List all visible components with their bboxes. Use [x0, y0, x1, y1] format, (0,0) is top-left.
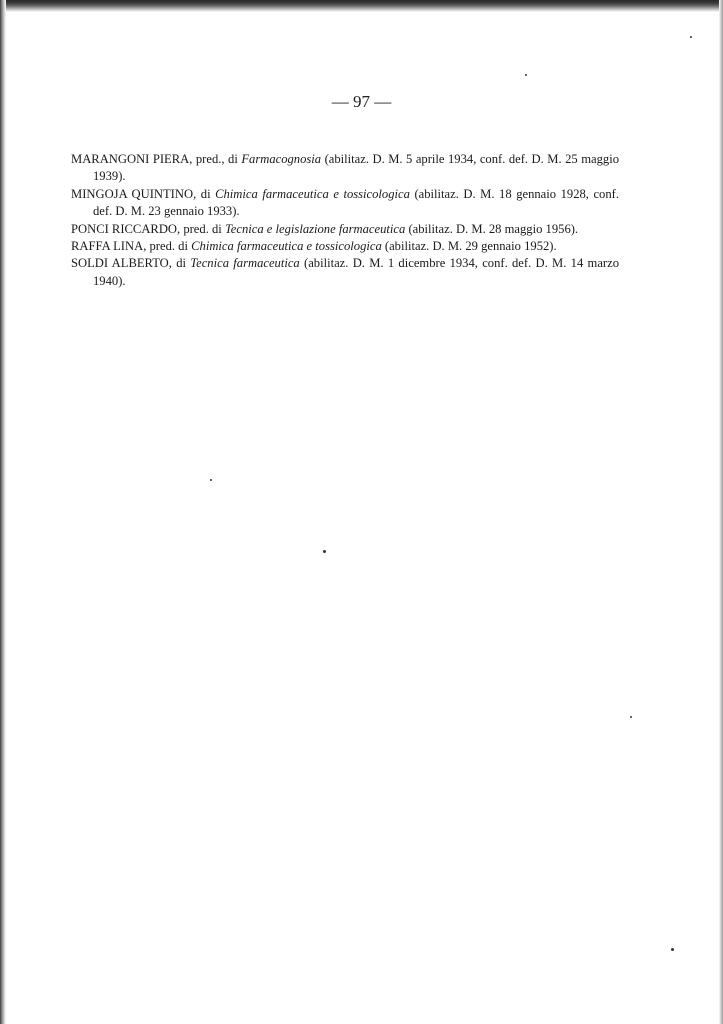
entry-subject: Tecnica e legislazione farmaceutica — [224, 221, 406, 236]
entry-details: (abilitaz. D. M. 28 maggio 1956). — [405, 221, 579, 236]
entry-details: (abilitaz. D. M. 1 dicembre 1934, conf. def. D. M. 14 marzo 1940). — [93, 256, 620, 288]
entry-details: (abilitaz. D. M. 29 gennaio 1952). — [381, 239, 557, 254]
scan-speck — [671, 948, 674, 951]
entry-details: (abilitaz. D. M. 18 gennaio 1928, conf. def. D. M. 23 gennaio 1933). — [93, 186, 619, 219]
scan-speck — [690, 36, 692, 38]
list-item — [71, 221, 619, 238]
entry-name: SOLDI ALBERTO — [71, 256, 169, 271]
entry-role: , di — [193, 186, 216, 201]
list-item — [71, 186, 619, 221]
entry-role: , pred. di — [143, 239, 192, 254]
list-item — [71, 151, 619, 186]
scan-speck — [323, 550, 326, 553]
entry-details: (abilitaz. D. M. 5 aprile 1934, conf. def. D. M. 25 maggio 1939). — [93, 152, 619, 184]
scan-speck — [210, 479, 212, 481]
entry-name: PONCI RICCARDO — [71, 221, 178, 236]
entry-name: MINGOJA QUINTINO — [71, 186, 194, 201]
scan-speck — [630, 716, 632, 718]
scan-speck — [525, 74, 527, 76]
entry-subject: Chimica farmaceutica e tossicologica — [215, 186, 410, 201]
scan-left-edge — [0, 0, 6, 1024]
faculty-list — [71, 151, 619, 290]
entry-subject: Tecnica farmaceutica — [190, 256, 300, 271]
entry-subject: Farmacognosia — [241, 152, 322, 166]
scan-right-edge — [719, 0, 723, 1024]
scan-top-edge — [0, 0, 723, 12]
list-item — [71, 238, 619, 255]
entry-name: MARANGONI PIERA — [71, 152, 190, 166]
entry-role: , di — [168, 256, 191, 271]
entry-role: , pred., di — [189, 152, 242, 166]
entry-name: RAFFA LINA — [71, 239, 144, 254]
list-item — [71, 255, 619, 290]
entry-subject: Chimica farmaceutica e tossicologica — [191, 239, 382, 254]
entry-role: , pred. di — [177, 221, 225, 236]
page-number: — 97 — — [331, 92, 392, 111]
